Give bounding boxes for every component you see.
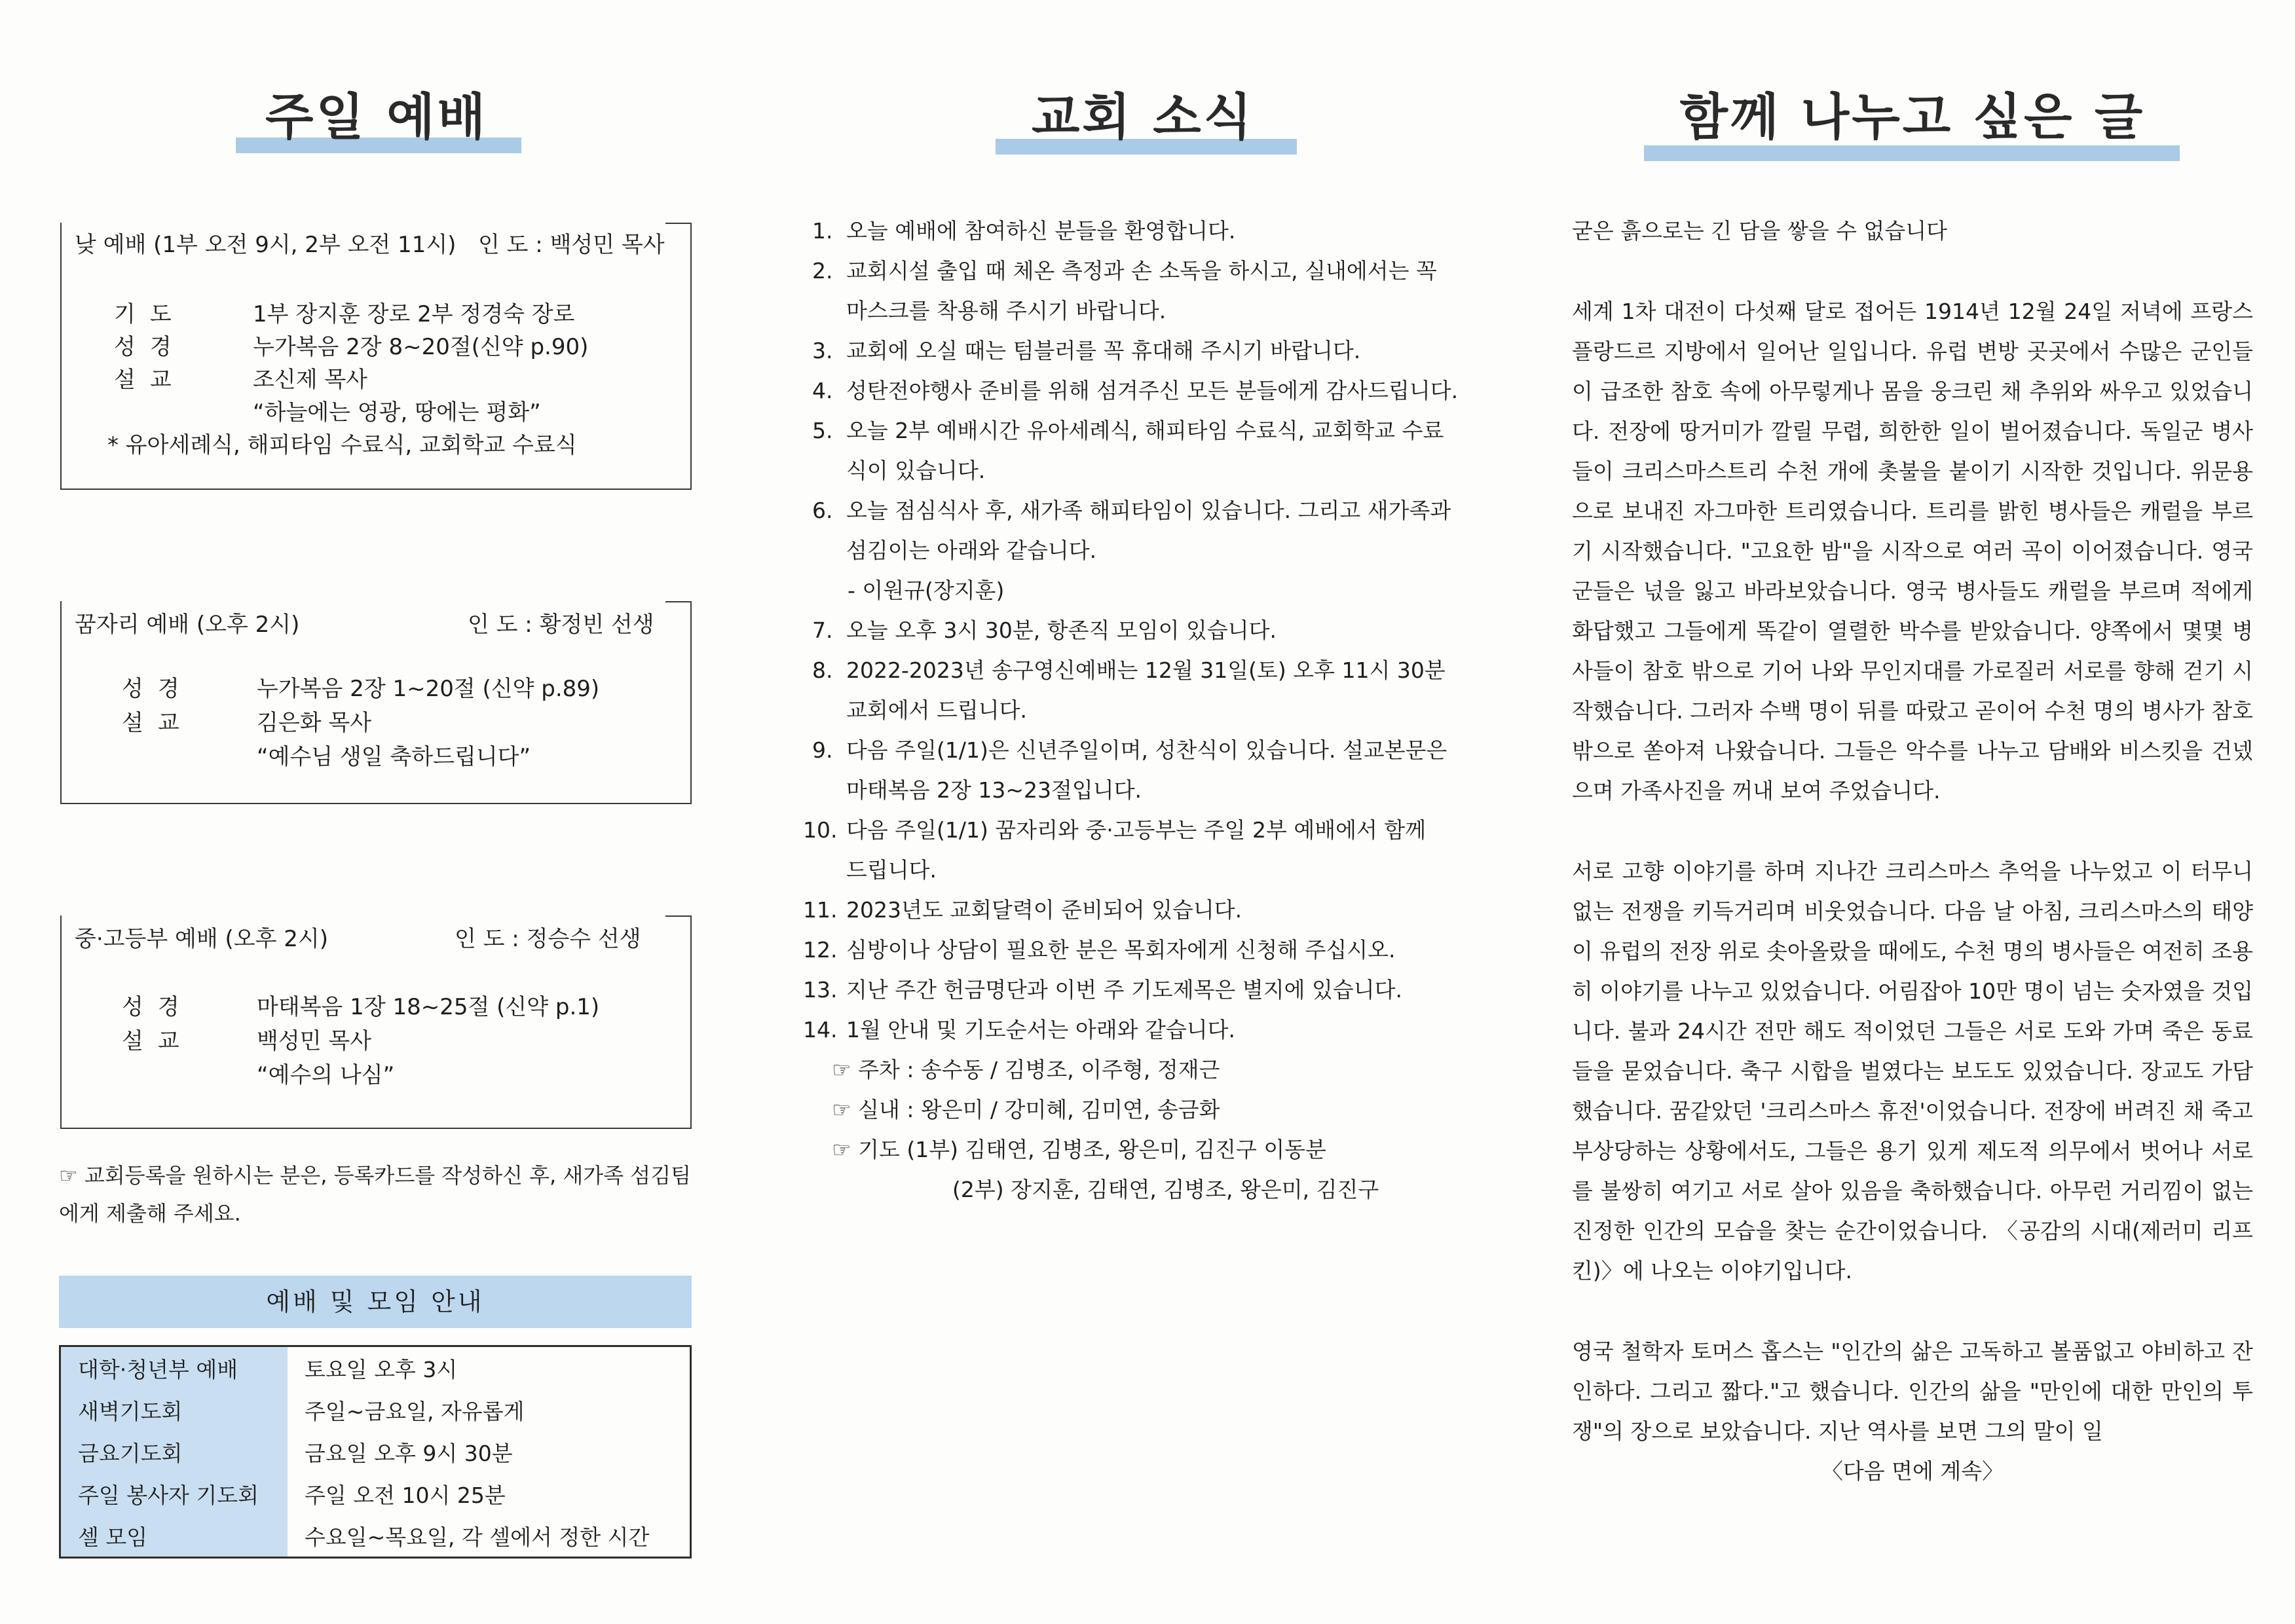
news-number: 7. [812, 618, 833, 643]
guide-row-time: 주일~금요일, 자유롭게 [288, 1389, 691, 1431]
essay-paragraph: 세계 1차 대전이 다섯째 달로 접어든 1914년 12월 24일 저녁에 프랑스 플랑드르 지방에서 일어난 일입니다. 유럽 변방 곳곳에서 수많은 군인들이 급조한 참호 속에 아무렇게나 몸을 웅크린 채 추위와 싸우고 있었습니다. 전장에 땅거미가 깔릴 무렵, 희한한 일이 벌어졌습니다. 독일군 병사들이 크리스마스트리 수천 개에 촛불을 붙이기 시작한 것입니다. 위문용으로 보내진 자그마한 트리였습니다. 트리를 밝힌 병사들은 캐럴을 부르기 시작했습니다. "고요한 밤"을 시작으로 여러 곡이 이어졌습니다. 영국군들은 넋을 잃고 바라보았습니다. 영국 병사들도 캐럴을 부르며 적에게 화답했고 그들에게 똑같이 열렬한 박수를 받았습니다. 양쪽에서 몇몇 병사들이 참호 밖으로 기어 나와 무인지대를 가로질러 서로를 향해 걷기 시작했습니다. 그러자 수백 명이 뒤를 따랐고 곧이어 수천 명의 병사가 참호 밖으로 쏟아져 나왔습니다. 그들은 악수를 나누고 담배와 비스킷을 건넸으며 가족사진을 꺼내 보여 주었습니다. [1572, 299, 2253, 803]
news-number: 3. [812, 338, 833, 363]
dream-sermon-title: “예수님 생일 축하드립니다” [257, 744, 531, 770]
dream-service-leader: 인 도 : 황정빈 선생 [468, 612, 654, 638]
list-item [812, 371, 1474, 411]
guide-title: 예배 및 모임 안내 [59, 1276, 692, 1328]
list-item [803, 1010, 1474, 1050]
news-text: 섬김이는 아래와 같습니다. [846, 538, 1097, 563]
guide-row-time: 수요일~목요일, 각 셀에서 정한 시간 [288, 1515, 691, 1558]
guide-row-name: 금요기도회 [60, 1431, 288, 1473]
guide-row-time: 토요일 오후 3시 [288, 1346, 691, 1390]
dream-scripture-value: 누가복음 2장 1~20절 (신약 p.89) [257, 676, 600, 702]
day-sermon-value: 조신제 목사 [253, 367, 368, 393]
news-text: 2023년도 교회달력이 준비되어 있습니다. [846, 897, 1242, 923]
table-row [60, 1346, 691, 1390]
dream-scripture-label: 성경 [122, 676, 194, 702]
list-item [812, 610, 1474, 650]
january-prayer-first: ☞ 기도 (1부) 김태연, 김병조, 왕은미, 김진구 이동분 [832, 1137, 1327, 1162]
day-service-note: * 유아세례식, 해피타임 수료식, 교회학교 수료식 [107, 432, 577, 458]
list-item [803, 930, 1474, 970]
news-text: 오늘 예배에 참여하신 분들을 환영합니다. [846, 218, 1236, 244]
worship-heading-text: 주일 예배 [265, 88, 489, 146]
youth-scripture-value: 마태복음 1장 18~25절 (신약 p.1) [257, 994, 600, 1020]
youth-scripture-label: 성경 [122, 994, 194, 1020]
news-number: 1. [812, 218, 833, 244]
worship-column [59, 0, 694, 1624]
day-sermon-label: 설교 [114, 367, 186, 393]
news-text: 지난 주간 헌금명단과 이번 주 기도제목은 별지에 있습니다. [846, 977, 1402, 1003]
news-list [803, 211, 1474, 1209]
list-item [812, 211, 1474, 251]
youth-service-title: 중·고등부 예배 (오후 2시) [75, 926, 328, 952]
youth-sermon-value: 백성민 목사 [257, 1028, 372, 1054]
news-text: 교회에 오실 때는 텀블러를 꼭 휴대해 주시기 바랍니다. [846, 338, 1361, 363]
guide-row-name: 셀 모임 [60, 1515, 288, 1558]
news-text: 식이 있습니다. [846, 458, 986, 483]
news-text: 성탄전야행사 준비를 위해 섬겨주신 모든 분들에게 감사드립니다. [846, 378, 1459, 403]
news-text: 다음 주일(1/1)은 신년주일이며, 성찬식이 있습니다. 설교본문은 [846, 737, 1447, 763]
day-service-leader: 인 도 : 백성민 목사 [478, 232, 665, 258]
essay-body [1572, 211, 2253, 1491]
youth-service-box [60, 915, 692, 1129]
news-number: 10. [803, 817, 838, 843]
news-number: 2. [812, 258, 833, 284]
continued-note: 〈다음 면에 계속〉 [1821, 1458, 2004, 1484]
essay-column [1572, 0, 2253, 1624]
january-parking: ☞ 주차 : 송수동 / 김병조, 이주형, 정재근 [832, 1057, 1220, 1082]
list-item [803, 890, 1474, 930]
dream-sermon-value: 김은화 목사 [257, 710, 372, 736]
news-number: 4. [812, 378, 833, 403]
news-text: 드립니다. [846, 857, 937, 883]
list-item [812, 650, 1474, 730]
news-text: 오늘 점심식사 후, 새가족 해피타임이 있습니다. 그리고 새가족과 [846, 498, 1451, 523]
table-row [60, 1389, 691, 1431]
day-prayer-value: 1부 장지훈 장로 2부 정경숙 장로 [253, 301, 575, 327]
registration-note: ☞ 교회등록을 원하시는 분은, 등록카드를 작성하신 후, 새가족 섬김팀에게 제출해 주세요. [59, 1163, 692, 1226]
worship-heading [59, 77, 694, 149]
guide-row-name: 새벽기도회 [60, 1389, 288, 1431]
guide-row-time: 주일 오전 10시 25분 [288, 1473, 691, 1515]
list-item [812, 251, 1474, 331]
dream-service-box [60, 601, 692, 804]
list-item [803, 810, 1474, 890]
news-text: 오늘 2부 예배시간 유아세례식, 해피타임 수료식, 교회학교 수료 [846, 418, 1444, 443]
news-text: 다음 주일(1/1) 꿈자리와 중·고등부는 주일 2부 예배에서 함께 [846, 817, 1427, 843]
dream-service-title: 꿈자리 예배 (오후 2시) [75, 612, 300, 638]
news-number: 14. [803, 1017, 838, 1043]
news-number: 6. [812, 498, 833, 523]
guide-row-time: 금요일 오후 9시 30분 [288, 1431, 691, 1473]
news-text: 교회에서 드립니다. [846, 697, 1028, 723]
day-sermon-title: “하늘에는 영광, 땅에는 평화” [253, 399, 541, 426]
essay-paragraph: 영국 철학자 토머스 홉스는 "인간의 삶은 고독하고 볼품없고 야비하고 잔인하다. 그리고 짧다."고 했습니다. 인간의 삶을 "만인에 대한 만인의 투쟁"의 장으로 보았습니다. 지난 역사를 보면 그의 말이 일 [1572, 1338, 2253, 1444]
news-column [803, 0, 1474, 1624]
guide-row-name: 대학·청년부 예배 [60, 1346, 288, 1390]
essay-title: 굳은 흙으로는 긴 담을 쌓을 수 없습니다 [1572, 218, 1947, 244]
news-text: 심방이나 상담이 필요한 분은 목회자에게 신청해 주십시오. [846, 937, 1396, 963]
news-text: 마태복음 2장 13~23절입니다. [846, 777, 1142, 803]
day-scripture-label: 성경 [114, 334, 186, 360]
list-item [812, 411, 1474, 490]
news-number: 11. [803, 897, 838, 923]
news-number: 9. [812, 737, 833, 763]
news-number: 8. [812, 657, 833, 683]
news-heading-text: 교회 소식 [1031, 88, 1255, 146]
essay-paragraph: 서로 고향 이야기를 하며 지나간 크리스마스 추억을 나누었고 이 터무니없는 전쟁을 키득거리며 비웃었습니다. 다음 날 아침, 크리스마스의 태양이 유럽의 전장 위로 솟아올랐을 때에도, 수천 명의 병사들은 여전히 조용히 이야기를 나누고 있었습니다. 어림잡아 10만 명이 넘는 숫자였을 것입니다. 불과 24시간 전만 해도 적이었던 그들은 서로 도와 가며 죽은 동료들을 묻었습니다. 축구 시합을 벌였다는 보도도 있었습니다. 장교도 가담했습니다. 꿈같았던 '크리스마스 휴전'이었습니다. 전장에 버려진 채 죽고 부상당하는 상황에서도, 그들은 용기 있게 제도적 의무에서 벗어나 서로를 불쌍히 여기고 서로 살아 있음을 축하했습니다. 아무런 거리낌이 없는 진정한 인간의 모습을 찾는 순간이었습니다. 〈공감의 시대(제러미 리프킨)〉에 나오는 이야기입니다. [1572, 858, 2253, 1283]
news-text: 2022-2023년 송구영신예배는 12월 31일(토) 오후 11시 30분 [846, 657, 1446, 683]
table-row [60, 1515, 691, 1558]
table-row [60, 1431, 691, 1473]
youth-sermon-label: 설교 [122, 1028, 194, 1054]
news-subitem: - 이원규(장지훈) [848, 578, 1005, 603]
news-heading [812, 77, 1474, 149]
news-text: 교회시설 출입 때 체온 측정과 손 소독을 하시고, 실내에서는 꼭 [846, 258, 1437, 284]
youth-sermon-title: “예수의 나심” [257, 1062, 395, 1088]
list-item [803, 970, 1474, 1010]
january-interior: ☞ 실내 : 왕은미 / 강미혜, 김미연, 송금화 [832, 1097, 1220, 1122]
youth-service-leader: 인 도 : 정승수 선생 [455, 926, 641, 952]
essay-heading [1572, 77, 2253, 149]
list-item [812, 490, 1474, 570]
day-service-box [60, 223, 692, 490]
dream-sermon-label: 설교 [122, 710, 194, 736]
news-number: 5. [812, 418, 833, 443]
guide-row-name: 주일 봉사자 기도회 [60, 1473, 288, 1515]
news-number: 12. [803, 937, 838, 963]
news-text: 오늘 오후 3시 30분, 항존직 모임이 있습니다. [846, 618, 1277, 643]
essay-heading-text: 함께 나누고 싶은 글 [1679, 88, 2146, 146]
january-prayer-second: (2부) 장지훈, 김태연, 김병조, 왕은미, 김진구 [952, 1177, 1379, 1202]
list-item [812, 331, 1474, 371]
guide-table [59, 1345, 692, 1559]
news-text: 1월 안내 및 기도순서는 아래와 같습니다. [846, 1017, 1235, 1043]
day-scripture-value: 누가복음 2장 8~20절(신약 p.90) [253, 334, 589, 360]
news-number: 13. [803, 977, 838, 1003]
table-row [60, 1473, 691, 1515]
day-prayer-label: 기도 [114, 301, 186, 327]
list-item [812, 730, 1474, 810]
day-service-title: 낮 예배 (1부 오전 9시, 2부 오전 11시) [75, 232, 457, 258]
news-text: 마스크를 착용해 주시기 바랍니다. [846, 298, 1166, 323]
